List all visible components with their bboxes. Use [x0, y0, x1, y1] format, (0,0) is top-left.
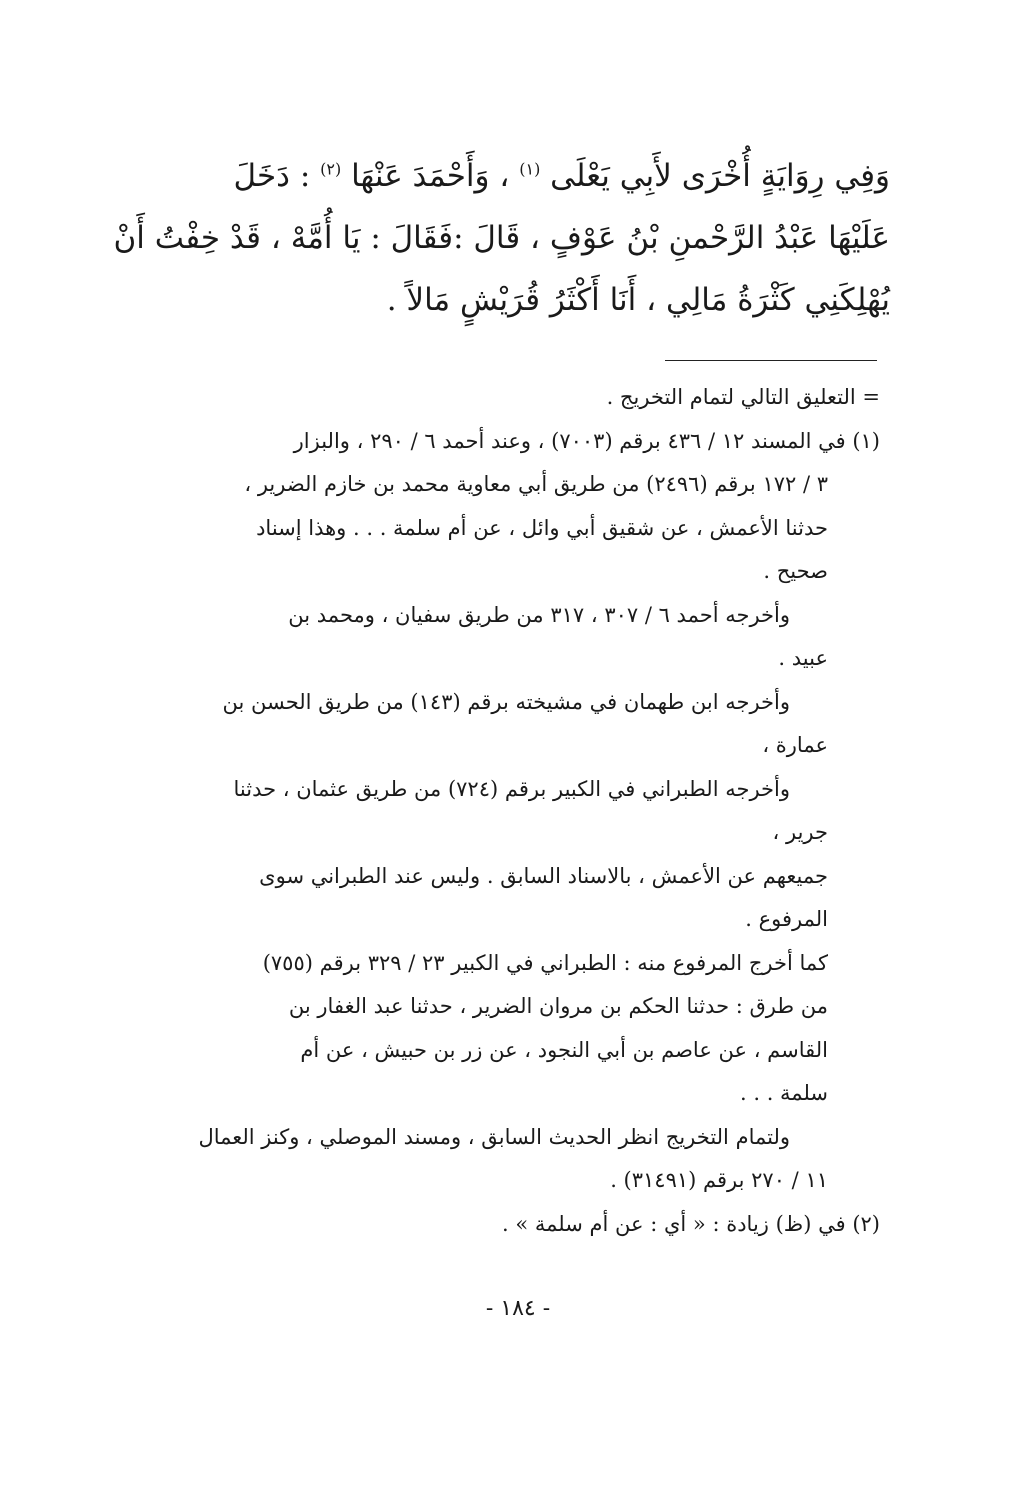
- main-text: [113, 145, 890, 331]
- main-line-text: : دَخَلَ: [233, 158, 311, 194]
- footnote-line: جرير ،: [772, 820, 828, 844]
- main-line: يُهْلِكَنِي كَثْرَةُ مَالِي ، أَنَا أَكْثَرُ قُرَيْشٍ مَالاً .: [386, 282, 890, 318]
- page-number: - ١٨٤ -: [485, 1296, 551, 1321]
- footnote-line: المرفوع .: [745, 907, 828, 931]
- footnote-line: (١) في المسند ١٢ / ٤٣٦ برقم (٧٠٠٣) ، وعند أحمد ٦ / ٢٩٠ ، والبزار: [293, 428, 880, 453]
- footnote-line: عبيد .: [778, 646, 828, 670]
- footnotes: [180, 376, 880, 1246]
- footnote-line: ولتمام التخريج انظر الحديث السابق ، ومسند الموصلي ، وكنز العمال: [198, 1124, 790, 1149]
- footnote-ref: (٢): [320, 159, 342, 179]
- footnote-line: صحيح .: [763, 559, 828, 583]
- footnote-line: ١١ / ٢٧٠ برقم (٣١٤٩١) .: [610, 1168, 828, 1192]
- footnote-line: كما أخرج المرفوع منه : الطبراني في الكبير ٢٣ / ٣٢٩ برقم (٧٥٥): [262, 950, 828, 975]
- footnote-line: (٢) في (ظ) زيادة : « أي : عن أم سلمة » .: [502, 1211, 880, 1236]
- footnote-separator: [665, 360, 877, 361]
- footnote-line: حدثنا الأعمش ، عن شقيق أبي وائل ، عن أم سلمة . . . وهذا إسناد: [256, 515, 828, 540]
- main-line-text: وَفِي رِوَايَةٍ أُخْرَى لأَبِي يَعْلَى: [550, 158, 890, 194]
- footnote-line: من طرق : حدثنا الحكم بن مروان الضرير ، حدثنا عبد الغفار بن: [288, 994, 828, 1018]
- footnote-line: جميعهم عن الأعمش ، بالاسناد السابق . وليس عند الطبراني سوى: [259, 863, 828, 888]
- footnote-ref: (١): [519, 159, 541, 179]
- footnote-line: ٣ / ١٧٢ برقم (٢٤٩٦) من طريق أبي معاوية محمد بن خازم الضرير ،: [244, 472, 828, 496]
- main-line: [190, 145, 890, 207]
- footnote-line: وأخرجه أحمد ٦ / ٣٠٧ ، ٣١٧ من طريق سفيان ، ومحمد بن: [288, 602, 790, 627]
- footnote-line: = التعليق التالي لتمام التخريج .: [606, 385, 880, 409]
- main-line-text: ، وَأَحْمَدَ عَنْهَا: [351, 158, 510, 194]
- footnote-line: القاسم ، عن عاصم بن أبي النجود ، عن زر بن حبيش ، عن أم: [300, 1037, 828, 1062]
- main-line: عَلَيْهَا عَبْدُ الرَّحْمنِ بْنُ عَوْفٍ ، قَالَ :فَقَالَ : يَا أُمَّهْ ، قَدْ خِفْتُ أَنْ: [113, 220, 890, 256]
- footnote-line: وأخرجه ابن طهمان في مشيخته برقم (١٤٣) من طريق الحسن بن: [222, 689, 790, 714]
- footnote-line: سلمة . . .: [740, 1081, 828, 1105]
- footnote-line: وأخرجه الطبراني في الكبير برقم (٧٢٤) من طريق عثمان ، حدثنا: [233, 776, 790, 801]
- footnote-line: عمارة ،: [762, 733, 828, 757]
